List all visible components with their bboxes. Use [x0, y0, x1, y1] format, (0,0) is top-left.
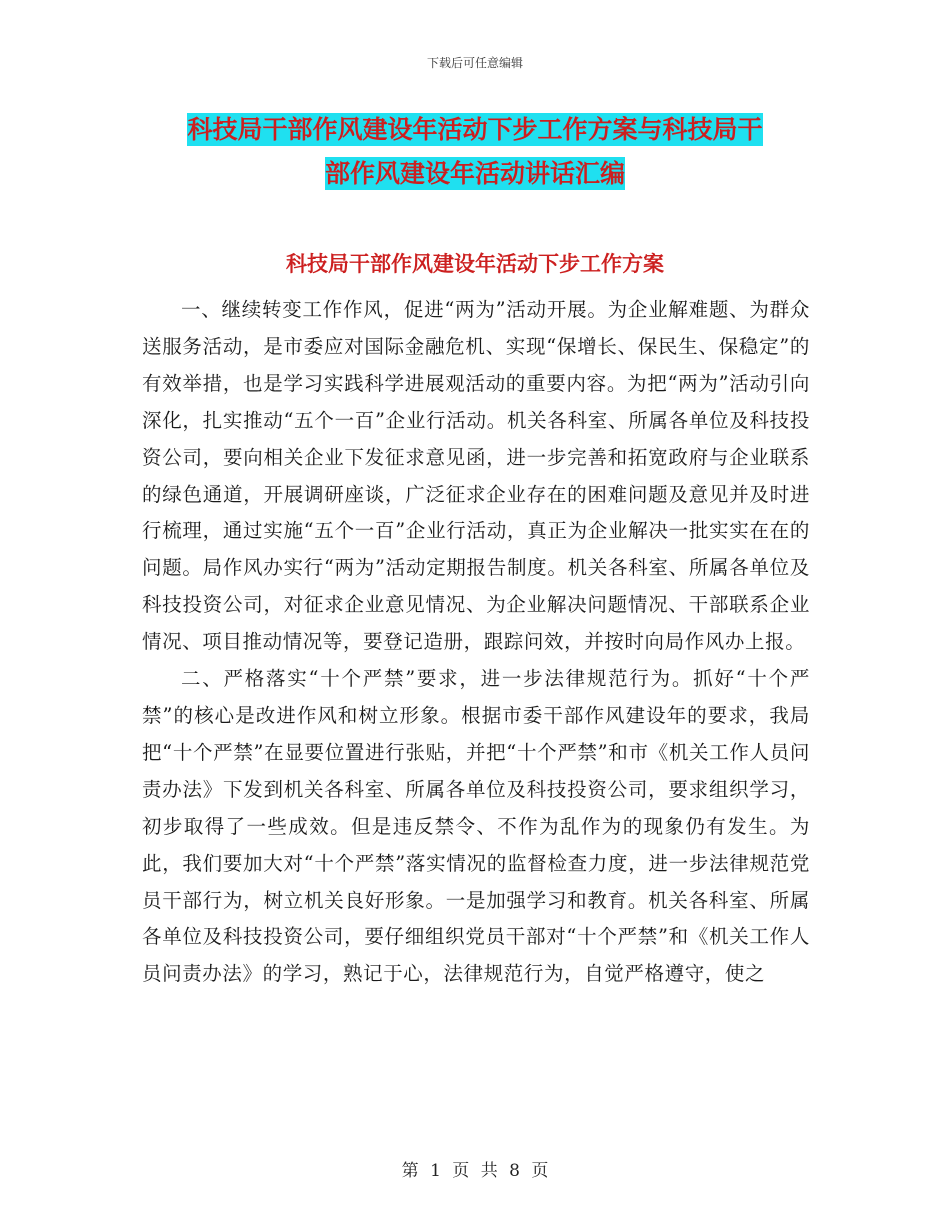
title-line-2: 部作风建设年活动讲话汇编: [324, 159, 625, 188]
document-title: [140, 108, 810, 196]
body-text: [142, 292, 810, 993]
header-note: 下载后可任意编辑: [426, 56, 523, 70]
paragraph-1: 一、继续转变工作作风，促进“两为”活动开展。为企业解难题、为群众送服务活动，是市委应对国际金融危机、实现“保增长、保民生、保稳定”的有效举措，也是学习实践科学进展观活动的重要内容。为把“两为”活动引向深化，扎实推动“五个一百”企业行活动。机关各科室、所属各单位及科技投资公司，要向相关企业下发征求意见函，进一步完善和拓宽政府与企业联系的绿色通道，开展调研座谈，广泛征求企业存在的困难问题及意见并及时进行梳理，通过实施“五个一百”企业行活动，真正为企业解决一批实实在在的问题。局作风办实行“两为”活动定期报告制度。机关各科室、所属各单位及科技投资公司，对征求企业意见情况、为企业解决问题情况、干部联系企业情况、项目推动情况等，要登记造册，跟踪问效，并按时向局作风办上报。: [142, 298, 810, 654]
page-footer: 第 1 页 共 8 页: [401, 1161, 549, 1181]
title-line-1: 科技局干部作风建设年活动下步工作方案与科技局干: [187, 115, 763, 144]
paragraph-2: 二、严格落实“十个严禁”要求，进一步法律规范行为。抓好“十个严禁”的核心是改进作风和树立形象。根据市委干部作风建设年的要求，我局把“十个严禁”在显要位置进行张贴，并把“十个严禁”和市《机关工作人员问责办法》下发到机关各科室、所属各单位及科技投资公司，要求组织学习，初步取得了一些成效。但是违反禁令、不作为乱作为的现象仍有发生。为此，我们要加大对“十个严禁”落实情况的监督检查力度，进一步法律规范党员干部行为，树立机关良好形象。一是加强学习和教育。机关各科室、所属各单位及科技投资公司，要仔细组织党员干部对“十个严禁”和《机关工作人员问责办法》的学习，熟记于心，法律规范行为，自觉严格遵守，使之: [142, 667, 810, 986]
section-title: 科技局干部作风建设年活动下步工作方案: [286, 252, 664, 276]
